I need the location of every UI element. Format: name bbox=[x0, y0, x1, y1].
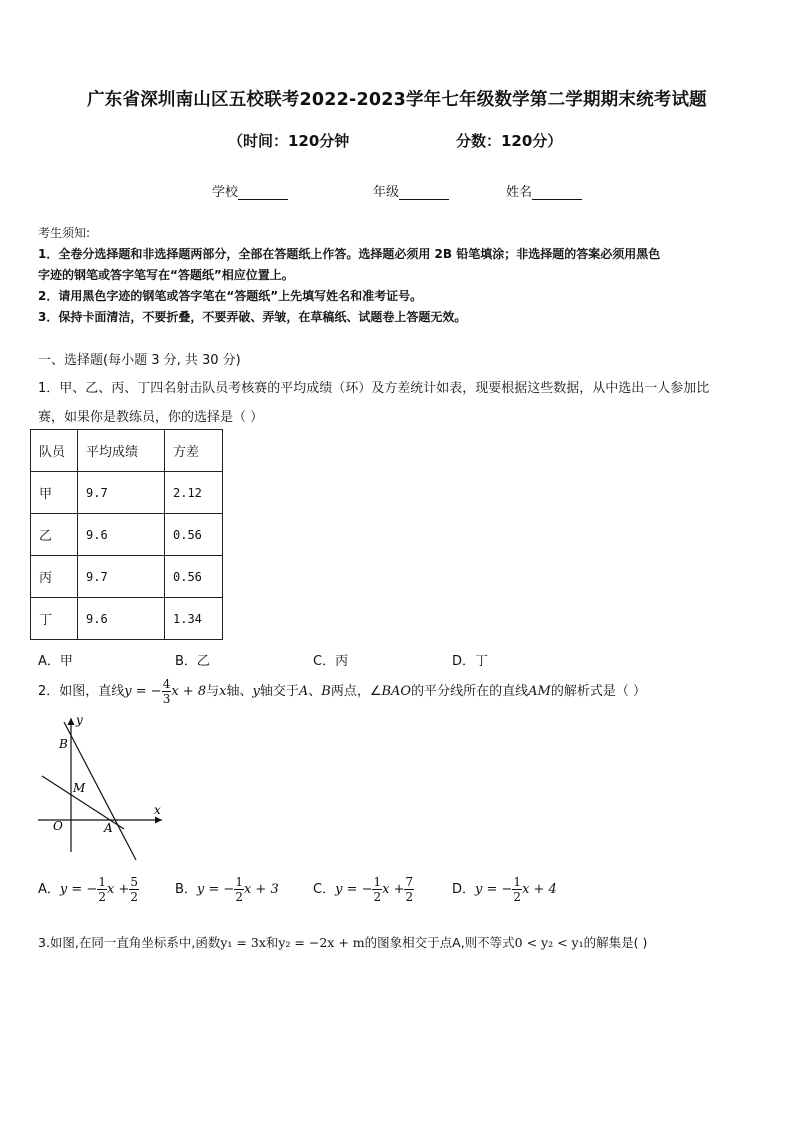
q3-text bbox=[38, 933, 647, 951]
q2-var: B bbox=[321, 684, 331, 699]
page-title: 广东省深圳南山区五校联考2022-2023学年七年级数学第二学期期末统考试题 bbox=[87, 90, 707, 110]
q3-formula: y₂ = −2x + m bbox=[278, 935, 365, 950]
option-label: C． bbox=[313, 882, 336, 897]
name-field bbox=[506, 181, 582, 200]
option-fraction bbox=[512, 875, 522, 904]
option-label: B． bbox=[175, 882, 197, 897]
q2-text-part: 轴交于 bbox=[259, 684, 299, 699]
option-lhs: y = − bbox=[196, 882, 235, 897]
q2-var: x bbox=[219, 684, 227, 699]
graph-label-a: A bbox=[104, 821, 113, 835]
q2-var: y bbox=[124, 684, 132, 699]
q2-text-part: 两点，∠ bbox=[330, 684, 382, 699]
option-mid: x + bbox=[382, 882, 405, 897]
graph-label-b: B bbox=[59, 737, 68, 751]
q1-option-a[interactable]: A．甲 bbox=[38, 654, 73, 669]
note-3: 3．保持卡面清洁，不要折叠，不要弄破、弄皱，在草稿纸、试题卷上答题无效。 bbox=[38, 310, 467, 324]
grade-label: 年级 bbox=[373, 185, 400, 200]
q2-option-c[interactable] bbox=[313, 872, 414, 908]
q2-option-a[interactable] bbox=[38, 872, 139, 908]
frac-num: 7 bbox=[405, 875, 414, 889]
table-cell: 丙 bbox=[31, 556, 78, 598]
q2-text bbox=[38, 676, 646, 708]
q1-option-b[interactable]: B．乙 bbox=[175, 654, 210, 669]
notes-heading: 考生须知: bbox=[38, 226, 91, 240]
table-header: 队员 bbox=[31, 430, 78, 472]
q2-var: y bbox=[252, 684, 260, 699]
option-fraction-2 bbox=[129, 875, 139, 904]
table-header-row bbox=[31, 430, 223, 472]
option-mid: x + 4 bbox=[522, 882, 557, 897]
option-mid: x + bbox=[106, 882, 130, 897]
option-label: A． bbox=[38, 882, 60, 897]
option-lhs: y = − bbox=[475, 882, 513, 897]
q1-text-line1: 1．甲、乙、丙、丁四名射击队员考核赛的平均成绩（环）及方差统计如表，现要根据这些数据，从中选出一人参加比 bbox=[38, 381, 710, 396]
option-mid: x + 3 bbox=[243, 882, 279, 897]
school-field bbox=[212, 181, 288, 200]
frac-den: 2 bbox=[98, 890, 106, 904]
option-fraction bbox=[234, 875, 244, 904]
name-label: 姓名 bbox=[506, 185, 533, 200]
q3-formula: y₁ = 3x bbox=[220, 935, 266, 950]
q2-var: AM bbox=[528, 684, 551, 699]
school-blank[interactable] bbox=[238, 186, 288, 200]
grade-blank[interactable] bbox=[399, 186, 449, 200]
frac-den: 2 bbox=[513, 890, 522, 904]
table-cell: 2.12 bbox=[165, 472, 223, 514]
table-cell: 9.6 bbox=[78, 514, 165, 556]
graph-label-y: y bbox=[76, 713, 83, 727]
q1-option-c[interactable]: C．丙 bbox=[313, 654, 349, 669]
frac-num: 1 bbox=[235, 875, 243, 889]
table-cell: 0.56 bbox=[165, 514, 223, 556]
q2-text-part: 、 bbox=[308, 684, 322, 699]
table-header: 平均成绩 bbox=[78, 430, 165, 472]
note-1a: 1．全卷分选择题和非选择题两部分，全部在答题纸上作答。选择题必须用 2B 铅笔填涂；非选择题的答案必须用黑色 bbox=[38, 247, 661, 261]
frac-den: 2 bbox=[405, 890, 414, 904]
q2-text-part: 轴、 bbox=[226, 684, 253, 699]
option-fraction bbox=[97, 875, 107, 904]
table-cell: 9.7 bbox=[78, 472, 165, 514]
q2-eq-rest: x + 8 bbox=[171, 684, 207, 699]
section-heading: 一、选择题(每小题 3 分, 共 30 分) bbox=[38, 353, 241, 368]
table-cell: 1.34 bbox=[165, 598, 223, 640]
table-cell: 9.7 bbox=[78, 556, 165, 598]
table-header: 方差 bbox=[165, 430, 223, 472]
q3-text-part: 和 bbox=[265, 935, 279, 950]
school-label: 学校 bbox=[212, 185, 239, 200]
q2-text-part: 的解析式是（ ） bbox=[550, 684, 646, 699]
frac-den: 2 bbox=[130, 890, 138, 904]
option-lhs: y = − bbox=[59, 882, 98, 897]
q2-fraction bbox=[162, 677, 172, 706]
graph-label-m: M bbox=[73, 781, 86, 795]
option-fraction bbox=[372, 875, 382, 904]
q2-var: A bbox=[298, 684, 309, 699]
table-cell: 乙 bbox=[31, 514, 78, 556]
frac-num: 1 bbox=[98, 875, 106, 889]
q2-eq: = − bbox=[131, 684, 162, 699]
frac-den: 2 bbox=[235, 890, 243, 904]
exam-time: （时间：120分钟 bbox=[228, 132, 350, 150]
q3-text-part: 的解集是( ) bbox=[583, 935, 648, 950]
table-cell: 丁 bbox=[31, 598, 78, 640]
q2-text-part: 的平分线所在的直线 bbox=[411, 684, 529, 699]
graph-label-x: x bbox=[154, 803, 161, 817]
q2-text-part: 与 bbox=[206, 684, 220, 699]
table-cell: 甲 bbox=[31, 472, 78, 514]
table-cell: 9.6 bbox=[78, 598, 165, 640]
option-label: D． bbox=[452, 882, 476, 897]
table-row bbox=[31, 472, 223, 514]
note-2: 2．请用黑色字迹的钢笔或答字笔在“答题纸”上先填写姓名和准考证号。 bbox=[38, 289, 423, 303]
frac-num: 5 bbox=[130, 875, 138, 889]
q1-option-d[interactable]: D．丁 bbox=[452, 654, 489, 669]
table-row bbox=[31, 556, 223, 598]
q2-option-d[interactable] bbox=[452, 872, 557, 908]
frac-num: 1 bbox=[373, 875, 382, 889]
frac-num: 4 bbox=[162, 677, 171, 691]
q2-var: BAO bbox=[381, 684, 412, 699]
exam-score: 分数：120分） bbox=[456, 132, 563, 150]
grade-field bbox=[373, 181, 449, 200]
name-blank[interactable] bbox=[532, 186, 582, 200]
frac-den: 3 bbox=[162, 692, 171, 706]
q3-text-part: 的图象相交于点A,则不等式 bbox=[364, 935, 515, 950]
q3-formula: 0 < y₂ < y₁ bbox=[514, 935, 584, 950]
table-row bbox=[31, 598, 223, 640]
q2-graph bbox=[30, 712, 170, 862]
q2-text-part: 2．如图，直线 bbox=[38, 684, 125, 699]
frac-num: 1 bbox=[513, 875, 522, 889]
graph-label-o: O bbox=[53, 819, 63, 833]
q3-text-part: 3.如图,在同一直角坐标系中,函数 bbox=[38, 935, 221, 950]
note-1b: 字迹的钢笔或答字笔写在“答题纸”相应位置上。 bbox=[38, 268, 294, 282]
option-lhs: y = − bbox=[335, 882, 373, 897]
frac-den: 2 bbox=[373, 890, 382, 904]
table-cell: 0.56 bbox=[165, 556, 223, 598]
option-fraction-2 bbox=[404, 875, 414, 904]
q1-text-line2: 赛，如果你是教练员，你的选择是（ ） bbox=[38, 410, 264, 425]
q2-option-b[interactable] bbox=[175, 872, 279, 908]
score-table bbox=[30, 429, 223, 640]
table-row bbox=[31, 514, 223, 556]
